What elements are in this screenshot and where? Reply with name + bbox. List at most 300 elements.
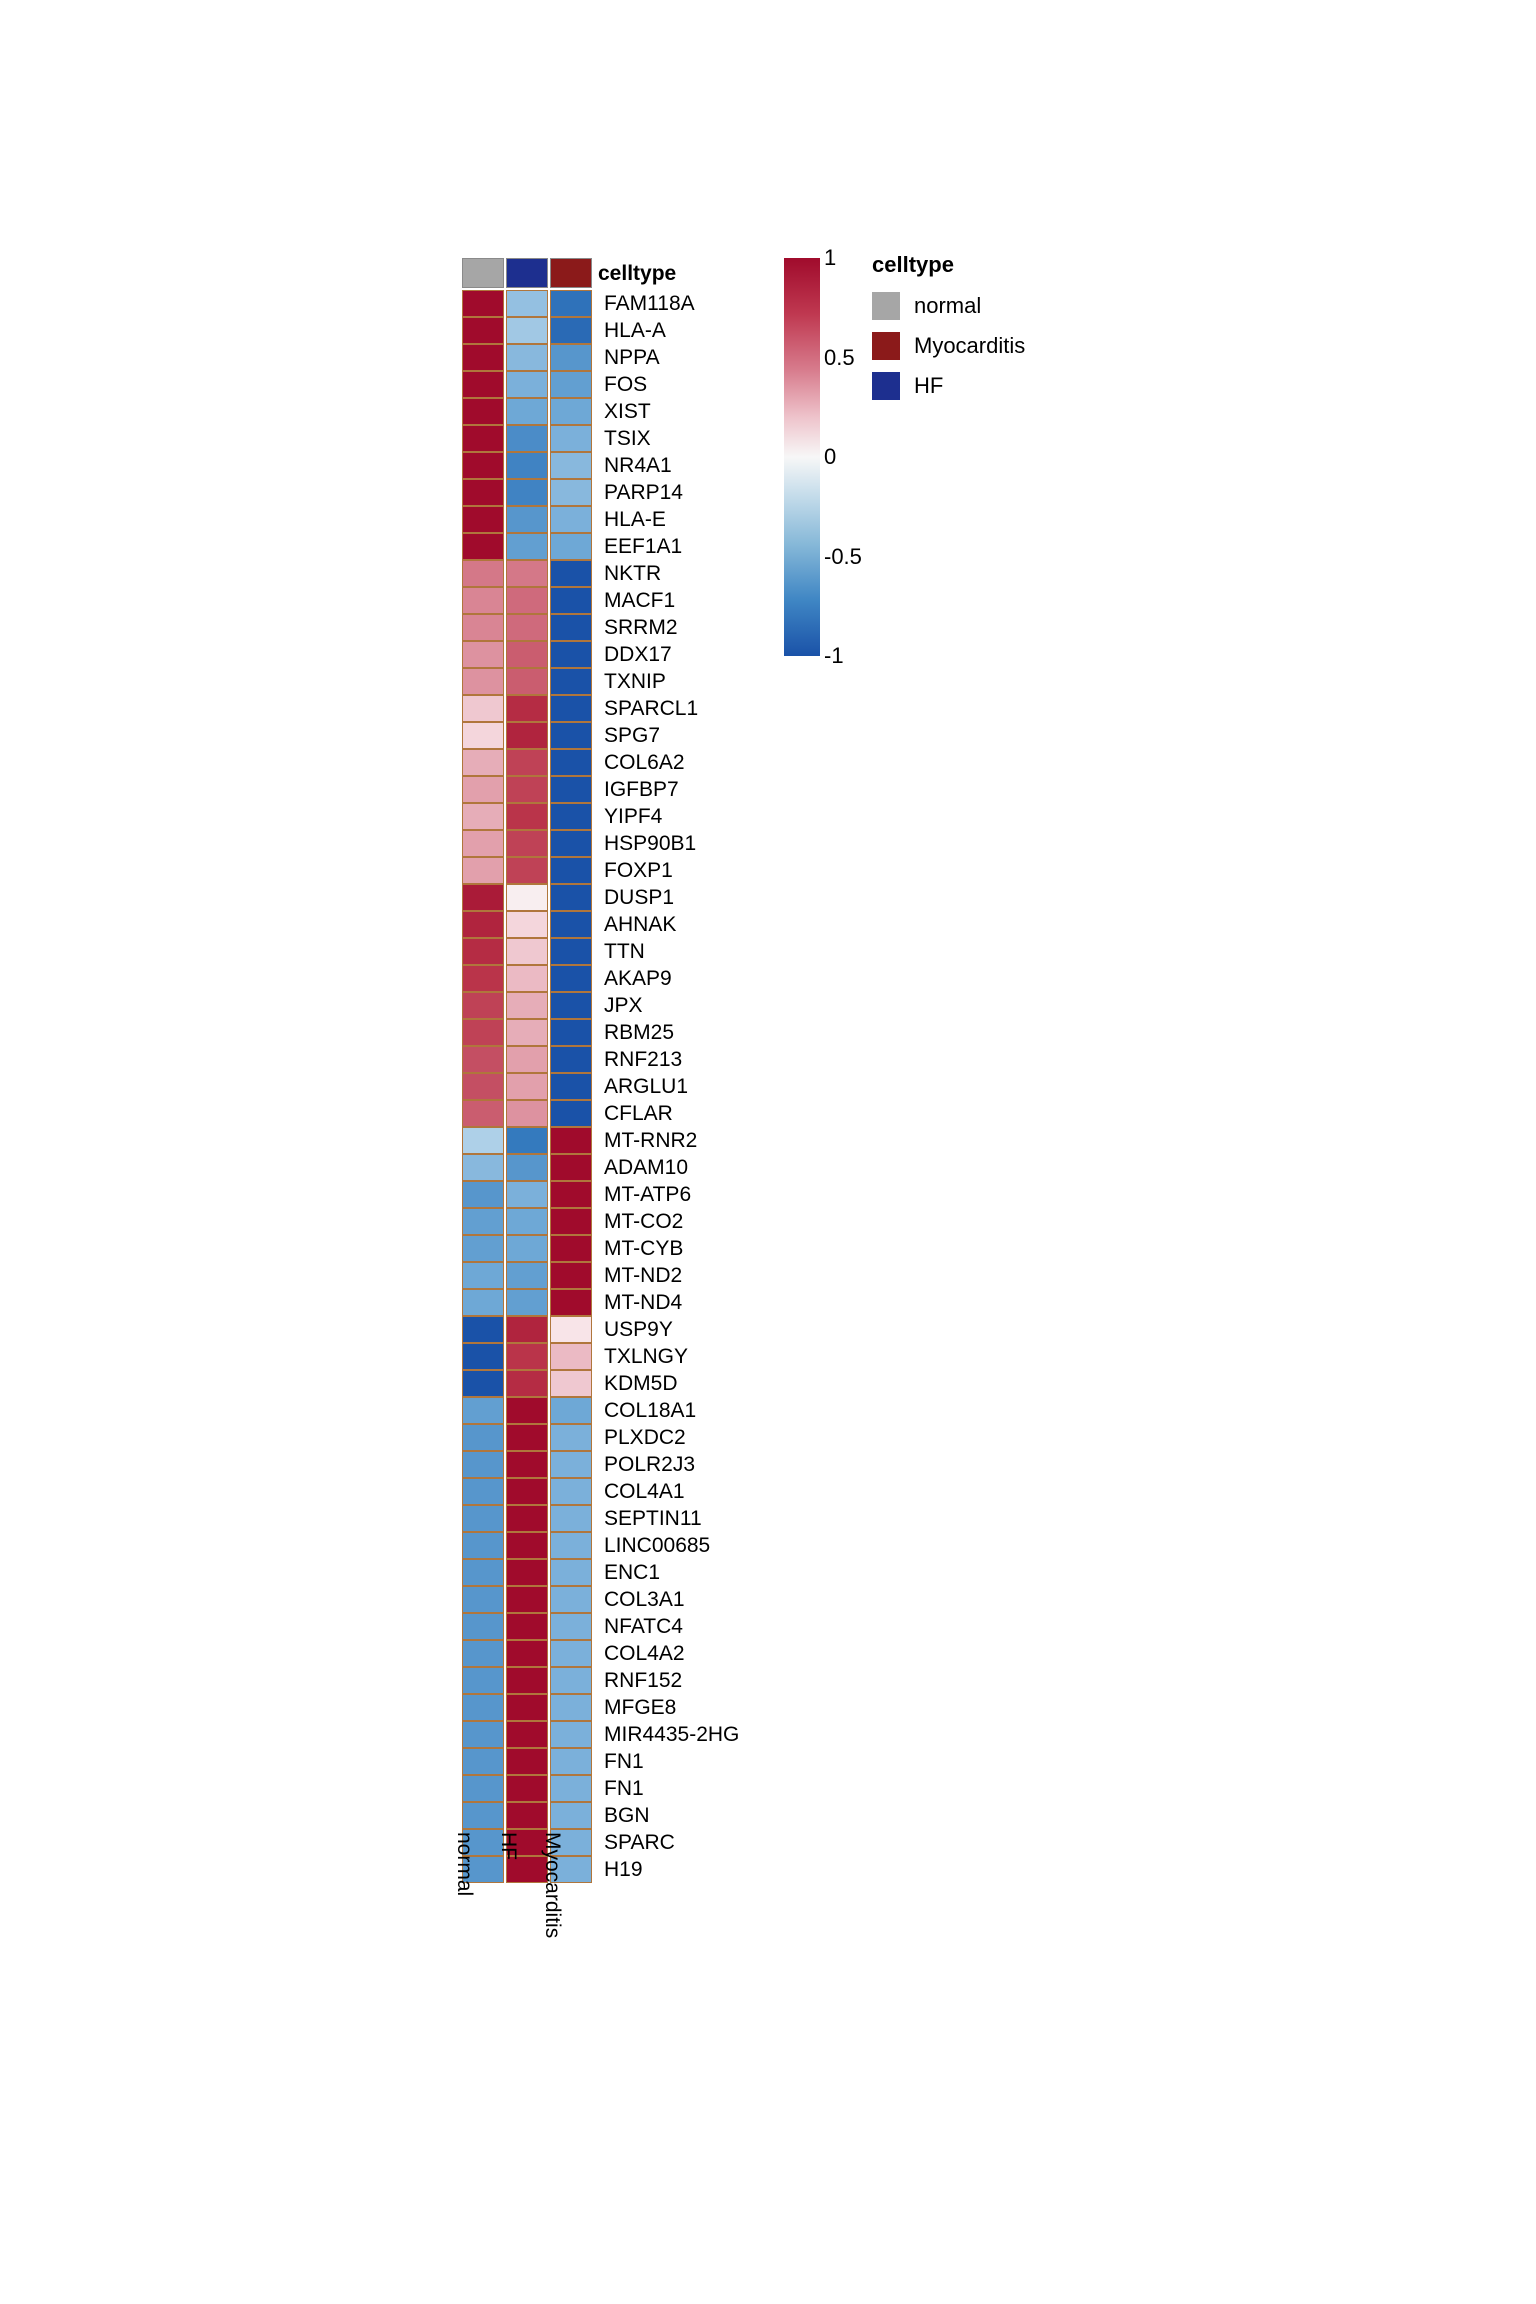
- column-label: Myocarditis: [541, 1832, 564, 1939]
- heatmap-cell: [462, 1559, 504, 1586]
- heatmap-cell: [506, 371, 548, 398]
- heatmap-row: [462, 479, 739, 506]
- row-label: MT-CYB: [604, 1237, 684, 1260]
- heatmap-row: [462, 1721, 739, 1748]
- heatmap-cell: [506, 830, 548, 857]
- heatmap-cell: [506, 1343, 548, 1370]
- heatmap-row: [462, 1586, 739, 1613]
- heatmap-cell: [462, 1397, 504, 1424]
- legend-items: [872, 292, 1025, 400]
- row-label: RNF152: [604, 1669, 683, 1692]
- colorbar-gradient: [784, 258, 820, 656]
- heatmap-cell: [550, 803, 592, 830]
- heatmap-cell: [550, 668, 592, 695]
- heatmap-row: [462, 668, 739, 695]
- heatmap-cell: [462, 290, 504, 317]
- heatmap-row: [462, 290, 739, 317]
- heatmap-cell: [462, 452, 504, 479]
- heatmap-cell: [550, 425, 592, 452]
- row-label: FAM118A: [604, 292, 695, 315]
- heatmap-row: [462, 1019, 739, 1046]
- legend-item: [872, 332, 1025, 360]
- row-label: H19: [604, 1858, 643, 1881]
- heatmap-cell: [462, 560, 504, 587]
- row-label: MT-ATP6: [604, 1183, 692, 1206]
- heatmap-cell: [506, 641, 548, 668]
- heatmap-row: [462, 1127, 739, 1154]
- heatmap-cell: [550, 1100, 592, 1127]
- legend-label: Myocarditis: [914, 333, 1026, 358]
- row-label: JPX: [604, 994, 643, 1017]
- heatmap-cell: [550, 1775, 592, 1802]
- heatmap-cell: [462, 749, 504, 776]
- annotation-row-label: celltype: [598, 262, 677, 285]
- row-label: IGFBP7: [604, 778, 679, 801]
- heatmap-cell: [506, 992, 548, 1019]
- heatmap-cell: [550, 911, 592, 938]
- heatmap-row: [462, 722, 739, 749]
- heatmap-row: [462, 1370, 739, 1397]
- row-label: TXNIP: [604, 670, 666, 693]
- heatmap-cell: [506, 1775, 548, 1802]
- row-label: COL6A2: [604, 751, 685, 774]
- colorbar-tick-label: -0.5: [824, 543, 862, 569]
- heatmap-row: [462, 1613, 739, 1640]
- heatmap-cell: [550, 1802, 592, 1829]
- legend-label: HF: [914, 373, 944, 398]
- row-label: YIPF4: [604, 805, 663, 828]
- heatmap-cell: [506, 1586, 548, 1613]
- heatmap-cell: [550, 1613, 592, 1640]
- heatmap-cell: [550, 749, 592, 776]
- row-label: MT-ND4: [604, 1291, 683, 1314]
- heatmap-row: [462, 938, 739, 965]
- heatmap-cell: [462, 1343, 504, 1370]
- annotation-cell-normal: [462, 258, 504, 288]
- heatmap-cell: [550, 317, 592, 344]
- heatmap-cell: [506, 1559, 548, 1586]
- heatmap-cell: [550, 1316, 592, 1343]
- heatmap-row: [462, 803, 739, 830]
- heatmap-cell: [550, 1127, 592, 1154]
- heatmap-row: [462, 587, 739, 614]
- heatmap-cell: [506, 290, 548, 317]
- heatmap-cell: [550, 1748, 592, 1775]
- heatmap-row: [462, 1073, 739, 1100]
- heatmap-cell: [550, 1208, 592, 1235]
- heatmap-cell: [506, 1073, 548, 1100]
- heatmap-row: [462, 1397, 739, 1424]
- heatmap-cell: [462, 1235, 504, 1262]
- row-label: SPG7: [604, 724, 661, 747]
- heatmap-cell: [506, 1613, 548, 1640]
- row-label: NR4A1: [604, 454, 672, 477]
- heatmap-row: [462, 452, 739, 479]
- heatmap-cell: [550, 371, 592, 398]
- heatmap-cell: [550, 1451, 592, 1478]
- heatmap-cell: [550, 587, 592, 614]
- row-label: MFGE8: [604, 1696, 677, 1719]
- heatmap-cell: [506, 1451, 548, 1478]
- heatmap-cell: [550, 1181, 592, 1208]
- row-label: CFLAR: [604, 1102, 673, 1125]
- heatmap-row: [462, 1559, 739, 1586]
- heatmap-row: [462, 1775, 739, 1802]
- row-label: RNF213: [604, 1048, 683, 1071]
- heatmap-cell: [506, 695, 548, 722]
- heatmap-row: [462, 1667, 739, 1694]
- row-label: FOS: [604, 373, 648, 396]
- column-label: normal: [453, 1832, 476, 1897]
- row-label: TTN: [604, 940, 645, 963]
- heatmap-row: [462, 1181, 739, 1208]
- heatmap-cell: [506, 1721, 548, 1748]
- heatmap-cell: [462, 776, 504, 803]
- heatmap-cell: [550, 398, 592, 425]
- heatmap-cell: [462, 479, 504, 506]
- heatmap-cell: [506, 1100, 548, 1127]
- heatmap-row: [462, 614, 739, 641]
- heatmap-cell: [506, 1694, 548, 1721]
- heatmap-cell: [506, 965, 548, 992]
- heatmap-row: [462, 695, 739, 722]
- heatmap-cell: [506, 398, 548, 425]
- heatmap-row: [462, 1289, 739, 1316]
- row-label: BGN: [604, 1804, 650, 1827]
- heatmap-cell: [462, 695, 504, 722]
- row-label: NFATC4: [604, 1615, 683, 1638]
- heatmap-cell: [506, 1667, 548, 1694]
- heatmap-row: [462, 1262, 739, 1289]
- heatmap-cell: [506, 884, 548, 911]
- heatmap-cell: [462, 1505, 504, 1532]
- heatmap-row: [462, 992, 739, 1019]
- heatmap-cell: [506, 668, 548, 695]
- row-label: FN1: [604, 1750, 644, 1773]
- heatmap-cell: [462, 668, 504, 695]
- heatmap-row: [462, 857, 739, 884]
- row-label: LINC00685: [604, 1534, 711, 1557]
- row-label: ARGLU1: [604, 1075, 689, 1098]
- heatmap-cell: [550, 857, 592, 884]
- row-label: MIR4435-2HG: [604, 1723, 740, 1746]
- heatmap-row: [462, 1694, 739, 1721]
- heatmap-row: [462, 1424, 739, 1451]
- heatmap-cell: [550, 1694, 592, 1721]
- annotation-cell-hf: [506, 258, 548, 288]
- heatmap-cell: [506, 344, 548, 371]
- heatmap-cell: [506, 533, 548, 560]
- heatmap-cell: [550, 1586, 592, 1613]
- heatmap-row: [462, 749, 739, 776]
- heatmap-cell: [506, 1478, 548, 1505]
- heatmap-cell: [550, 1073, 592, 1100]
- heatmap-cell: [462, 1775, 504, 1802]
- heatmap-cell: [506, 614, 548, 641]
- colorbar-tick-label: 1: [824, 245, 837, 270]
- row-label: MT-ND2: [604, 1264, 683, 1287]
- heatmap-cell: [462, 371, 504, 398]
- heatmap-row: [462, 1100, 739, 1127]
- heatmap-cell: [506, 803, 548, 830]
- row-label: ENC1: [604, 1561, 661, 1584]
- heatmap-cell: [506, 1532, 548, 1559]
- heatmap-cell: [506, 587, 548, 614]
- heatmap-cell: [462, 506, 504, 533]
- heatmap-cell: [462, 614, 504, 641]
- heatmap-cell: [506, 1019, 548, 1046]
- heatmap-cell: [462, 533, 504, 560]
- heatmap-cell: [506, 1316, 548, 1343]
- heatmap-cell: [550, 776, 592, 803]
- heatmap-cell: [506, 1505, 548, 1532]
- heatmap-cell: [506, 1046, 548, 1073]
- heatmap-cell: [462, 641, 504, 668]
- heatmap-cell: [506, 1424, 548, 1451]
- heatmap-cell: [550, 1559, 592, 1586]
- row-label: DUSP1: [604, 886, 675, 909]
- heatmap-cell: [462, 344, 504, 371]
- heatmap-cell: [550, 965, 592, 992]
- row-label: XIST: [604, 400, 651, 423]
- heatmap-cell: [506, 1154, 548, 1181]
- heatmap-cell: [462, 965, 504, 992]
- heatmap-cell: [550, 641, 592, 668]
- row-label: AKAP9: [604, 967, 672, 990]
- heatmap-row: [462, 1235, 739, 1262]
- heatmap-cell: [462, 1019, 504, 1046]
- heatmap-cell: [462, 1181, 504, 1208]
- heatmap-cell: [462, 803, 504, 830]
- heatmap-cell: [506, 452, 548, 479]
- row-label: KDM5D: [604, 1372, 678, 1395]
- row-label: COL18A1: [604, 1399, 697, 1422]
- heatmap-cell: [462, 911, 504, 938]
- heatmap-cell: [506, 722, 548, 749]
- celltype-legend: [872, 252, 1025, 412]
- colorbar-tick-label: 0.5: [824, 344, 855, 370]
- heatmap-cell: [506, 1289, 548, 1316]
- heatmap-cell: [462, 1532, 504, 1559]
- heatmap-cell: [462, 1046, 504, 1073]
- row-label: COL4A2: [604, 1642, 685, 1665]
- heatmap-row: [462, 965, 739, 992]
- heatmap-cell: [506, 1748, 548, 1775]
- heatmap-cell: [506, 1802, 548, 1829]
- heatmap-grid: [462, 290, 739, 1883]
- heatmap-cell: [462, 1667, 504, 1694]
- heatmap-cell: [462, 1640, 504, 1667]
- heatmap-cell: [506, 425, 548, 452]
- heatmap-row: [462, 641, 739, 668]
- heatmap-cell: [462, 992, 504, 1019]
- heatmap-cell: [550, 830, 592, 857]
- heatmap-cell: [550, 452, 592, 479]
- legend-item: [872, 372, 1025, 400]
- column-label: HF: [497, 1832, 520, 1860]
- row-label: HSP90B1: [604, 832, 697, 855]
- row-label: DDX17: [604, 643, 672, 666]
- row-label: MT-RNR2: [604, 1129, 698, 1152]
- colorbar-tick-label: -1: [824, 643, 844, 668]
- heatmap-row: [462, 1046, 739, 1073]
- heatmap-row: [462, 830, 739, 857]
- heatmap-row: [462, 371, 739, 398]
- heatmap-row: [462, 776, 739, 803]
- heatmap-cell: [462, 1370, 504, 1397]
- heatmap-cell: [462, 1694, 504, 1721]
- row-label: TXLNGY: [604, 1345, 689, 1368]
- heatmap-cell: [506, 1397, 548, 1424]
- heatmap-cell: [462, 1451, 504, 1478]
- row-label: NKTR: [604, 562, 662, 585]
- row-label: HLA-A: [604, 319, 666, 342]
- heatmap-row: [462, 533, 739, 560]
- heatmap-cell: [506, 1370, 548, 1397]
- heatmap-cell: [506, 1640, 548, 1667]
- row-label: ADAM10: [604, 1156, 689, 1179]
- row-label: COL3A1: [604, 1588, 685, 1611]
- heatmap-row: [462, 1505, 739, 1532]
- row-label: TSIX: [604, 427, 651, 450]
- legend-title: celltype: [872, 252, 954, 277]
- heatmap-cell: [506, 938, 548, 965]
- heatmap-cell: [550, 695, 592, 722]
- heatmap-cell: [462, 1100, 504, 1127]
- heatmap-cell: [550, 1343, 592, 1370]
- heatmap-cell: [550, 1424, 592, 1451]
- heatmap-cell: [550, 290, 592, 317]
- heatmap-cell: [550, 1019, 592, 1046]
- heatmap-cell: [550, 506, 592, 533]
- heatmap-cell: [550, 722, 592, 749]
- heatmap-cell: [462, 1424, 504, 1451]
- heatmap-row: [462, 884, 739, 911]
- heatmap-cell: [550, 1397, 592, 1424]
- heatmap-cell: [506, 1127, 548, 1154]
- legend-swatch: [872, 292, 900, 320]
- heatmap-cell: [506, 506, 548, 533]
- heatmap-cell: [550, 938, 592, 965]
- heatmap-cell: [550, 1262, 592, 1289]
- heatmap-row: [462, 1748, 739, 1775]
- row-label: HLA-E: [604, 508, 666, 531]
- heatmap-cell: [462, 1262, 504, 1289]
- heatmap-cell: [550, 1235, 592, 1262]
- row-label: RBM25: [604, 1021, 675, 1044]
- heatmap-cell: [550, 992, 592, 1019]
- annotation-cell-myocarditis: [550, 258, 592, 288]
- heatmap-cell: [506, 479, 548, 506]
- row-label: SPARC: [604, 1831, 675, 1854]
- heatmap-cell: [462, 1316, 504, 1343]
- legend-item: [872, 292, 1025, 320]
- row-label: POLR2J3: [604, 1453, 696, 1476]
- heatmap-cell: [550, 344, 592, 371]
- heatmap-cell: [550, 1532, 592, 1559]
- heatmap-cell: [462, 857, 504, 884]
- row-label: MT-CO2: [604, 1210, 684, 1233]
- colorbar-tick-label: 0: [824, 444, 837, 469]
- heatmap-cell: [506, 1235, 548, 1262]
- heatmap-row: [462, 1802, 739, 1829]
- heatmap-cell: [506, 1181, 548, 1208]
- heatmap-cell: [550, 884, 592, 911]
- row-label: USP9Y: [604, 1318, 673, 1341]
- heatmap-row: [462, 344, 739, 371]
- heatmap-cell: [462, 1154, 504, 1181]
- heatmap-row: [462, 1208, 739, 1235]
- heatmap-cell: [550, 1478, 592, 1505]
- heatmap-row: [462, 911, 739, 938]
- legend-swatch: [872, 372, 900, 400]
- heatmap-cell: [550, 560, 592, 587]
- heatmap-cell: [462, 317, 504, 344]
- heatmap-cell: [550, 614, 592, 641]
- heatmap-row: [462, 1343, 739, 1370]
- heatmap-cell: [550, 533, 592, 560]
- heatmap-cell: [550, 1721, 592, 1748]
- heatmap-cell: [550, 1505, 592, 1532]
- row-label: FN1: [604, 1777, 644, 1800]
- heatmap-cell: [550, 1640, 592, 1667]
- heatmap-row: [462, 506, 739, 533]
- heatmap-row: [462, 560, 739, 587]
- heatmap-row: [462, 1478, 739, 1505]
- row-label: FOXP1: [604, 859, 673, 882]
- heatmap-cell: [550, 1154, 592, 1181]
- legend-label: normal: [914, 293, 982, 318]
- heatmap-cell: [506, 911, 548, 938]
- heatmap-cell: [550, 1370, 592, 1397]
- heatmap-cell: [462, 1802, 504, 1829]
- heatmap-body: [462, 258, 739, 1883]
- heatmap-row: [462, 317, 739, 344]
- heatmap-row: [462, 1154, 739, 1181]
- heatmap-row: [462, 1532, 739, 1559]
- heatmap-cell: [462, 830, 504, 857]
- row-label: COL4A1: [604, 1480, 685, 1503]
- legend-swatch: [872, 332, 900, 360]
- heatmap-cell: [462, 1208, 504, 1235]
- heatmap-cell: [506, 560, 548, 587]
- heatmap-cell: [462, 884, 504, 911]
- heatmap-row: [462, 1451, 739, 1478]
- row-label: SRRM2: [604, 616, 678, 639]
- heatmap-cell: [506, 1208, 548, 1235]
- row-label: SEPTIN11: [604, 1507, 702, 1530]
- heatmap-cell: [506, 749, 548, 776]
- row-label: MACF1: [604, 589, 676, 612]
- heatmap-cell: [462, 1721, 504, 1748]
- heatmap-cell: [462, 1289, 504, 1316]
- heatmap-cell: [462, 425, 504, 452]
- heatmap-cell: [462, 1586, 504, 1613]
- heatmap-cell: [462, 1478, 504, 1505]
- heatmap-cell: [462, 722, 504, 749]
- heatmap-cell: [550, 1046, 592, 1073]
- heatmap-cell: [506, 857, 548, 884]
- heatmap-row: [462, 425, 739, 452]
- heatmap-cell: [462, 1613, 504, 1640]
- heatmap-cell: [550, 479, 592, 506]
- row-label: EEF1A1: [604, 535, 683, 558]
- heatmap-cell: [462, 1748, 504, 1775]
- heatmap-cell: [462, 938, 504, 965]
- row-label: AHNAK: [604, 913, 677, 936]
- heatmap-cell: [506, 317, 548, 344]
- heatmap-cell: [462, 1073, 504, 1100]
